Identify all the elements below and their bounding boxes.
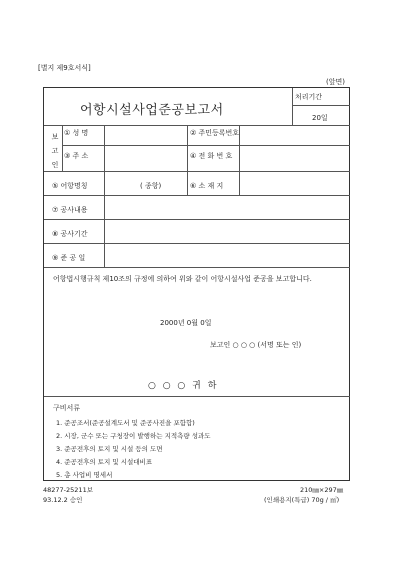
- right-label-column-line: [239, 125, 240, 195]
- name-row-line: [62, 145, 350, 146]
- field-resident-id-label: ② 주민등록번호: [190, 129, 240, 137]
- page-side-label: (앞면): [326, 78, 345, 86]
- processing-divider: [292, 105, 350, 106]
- period-row-line: [44, 243, 350, 244]
- middle-column-line: [187, 125, 188, 195]
- footer-approval: 93.12.2 승인: [43, 496, 83, 504]
- date-row-line: [44, 267, 350, 268]
- processing-left-line: [292, 88, 293, 125]
- required-doc-item: 1. 준공조서(준공설계도서 및 준공사진을 포함합): [56, 419, 195, 427]
- reporter-signature-line: 보고인 ○ ○ ○ (서명 또는 인): [210, 341, 302, 349]
- report-statement: 어항법시행규칙 제10조의 규정에 의하여 위와 같이 어항시설사업 준공을 보고합니다.: [53, 275, 312, 283]
- reporter-group-label: 보고인: [51, 133, 59, 169]
- port-row-line: [44, 195, 350, 196]
- required-doc-item: 2. 시장, 군수 또는 구청장이 발행하는 지적측량 성과도: [56, 432, 211, 440]
- required-docs-heading: 구비서류: [53, 404, 81, 412]
- field-port-type: ( 종항): [140, 182, 162, 190]
- label-column-line: [104, 125, 105, 267]
- field-work-period-label: ⑧ 공사기간: [52, 230, 88, 238]
- content-row-line: [44, 219, 350, 220]
- docs-top-line: [44, 396, 350, 397]
- field-address-label: ③ 주 소: [64, 152, 89, 160]
- title-bottom-line: [44, 125, 350, 126]
- field-phone-label: ④ 전 화 번 호: [190, 152, 233, 160]
- field-location-label: ⑥ 소 재 지: [190, 182, 224, 190]
- field-completion-date-label: ⑨ 준 공 일: [52, 254, 86, 262]
- processing-period-label: 처리기간: [295, 93, 323, 101]
- field-name-label: ① 성 명: [64, 129, 89, 137]
- recipient-line: ○ ○ ○ 귀 하: [148, 381, 219, 391]
- processing-period-value: 20일: [312, 114, 328, 122]
- report-date: 2000년 0월 0일: [160, 319, 212, 327]
- field-port-name-label: ⑤ 어항명칭: [52, 182, 88, 190]
- reporter-side-line: [62, 125, 63, 171]
- footer-form-code: 48277-25211보: [43, 486, 93, 494]
- required-doc-item: 4. 준공전후의 토지 및 시설대비표: [56, 458, 153, 466]
- form-title: 어항시설사업준공보고서: [80, 103, 224, 118]
- required-doc-item: 5. 총 사업비 명세서: [56, 471, 113, 479]
- field-work-content-label: ⑦ 공사내용: [52, 206, 88, 214]
- required-doc-item: 3. 준공전후의 토지 및 시설 등의 도면: [56, 445, 163, 453]
- footer-paper-size: 210㎜×297㎜: [300, 486, 344, 494]
- footer-paper-spec: (인쇄용지(특급) 70g / ㎡): [264, 496, 340, 504]
- form-code: [별지 제9호서식]: [38, 64, 91, 72]
- reporter-bottom-line: [44, 171, 350, 172]
